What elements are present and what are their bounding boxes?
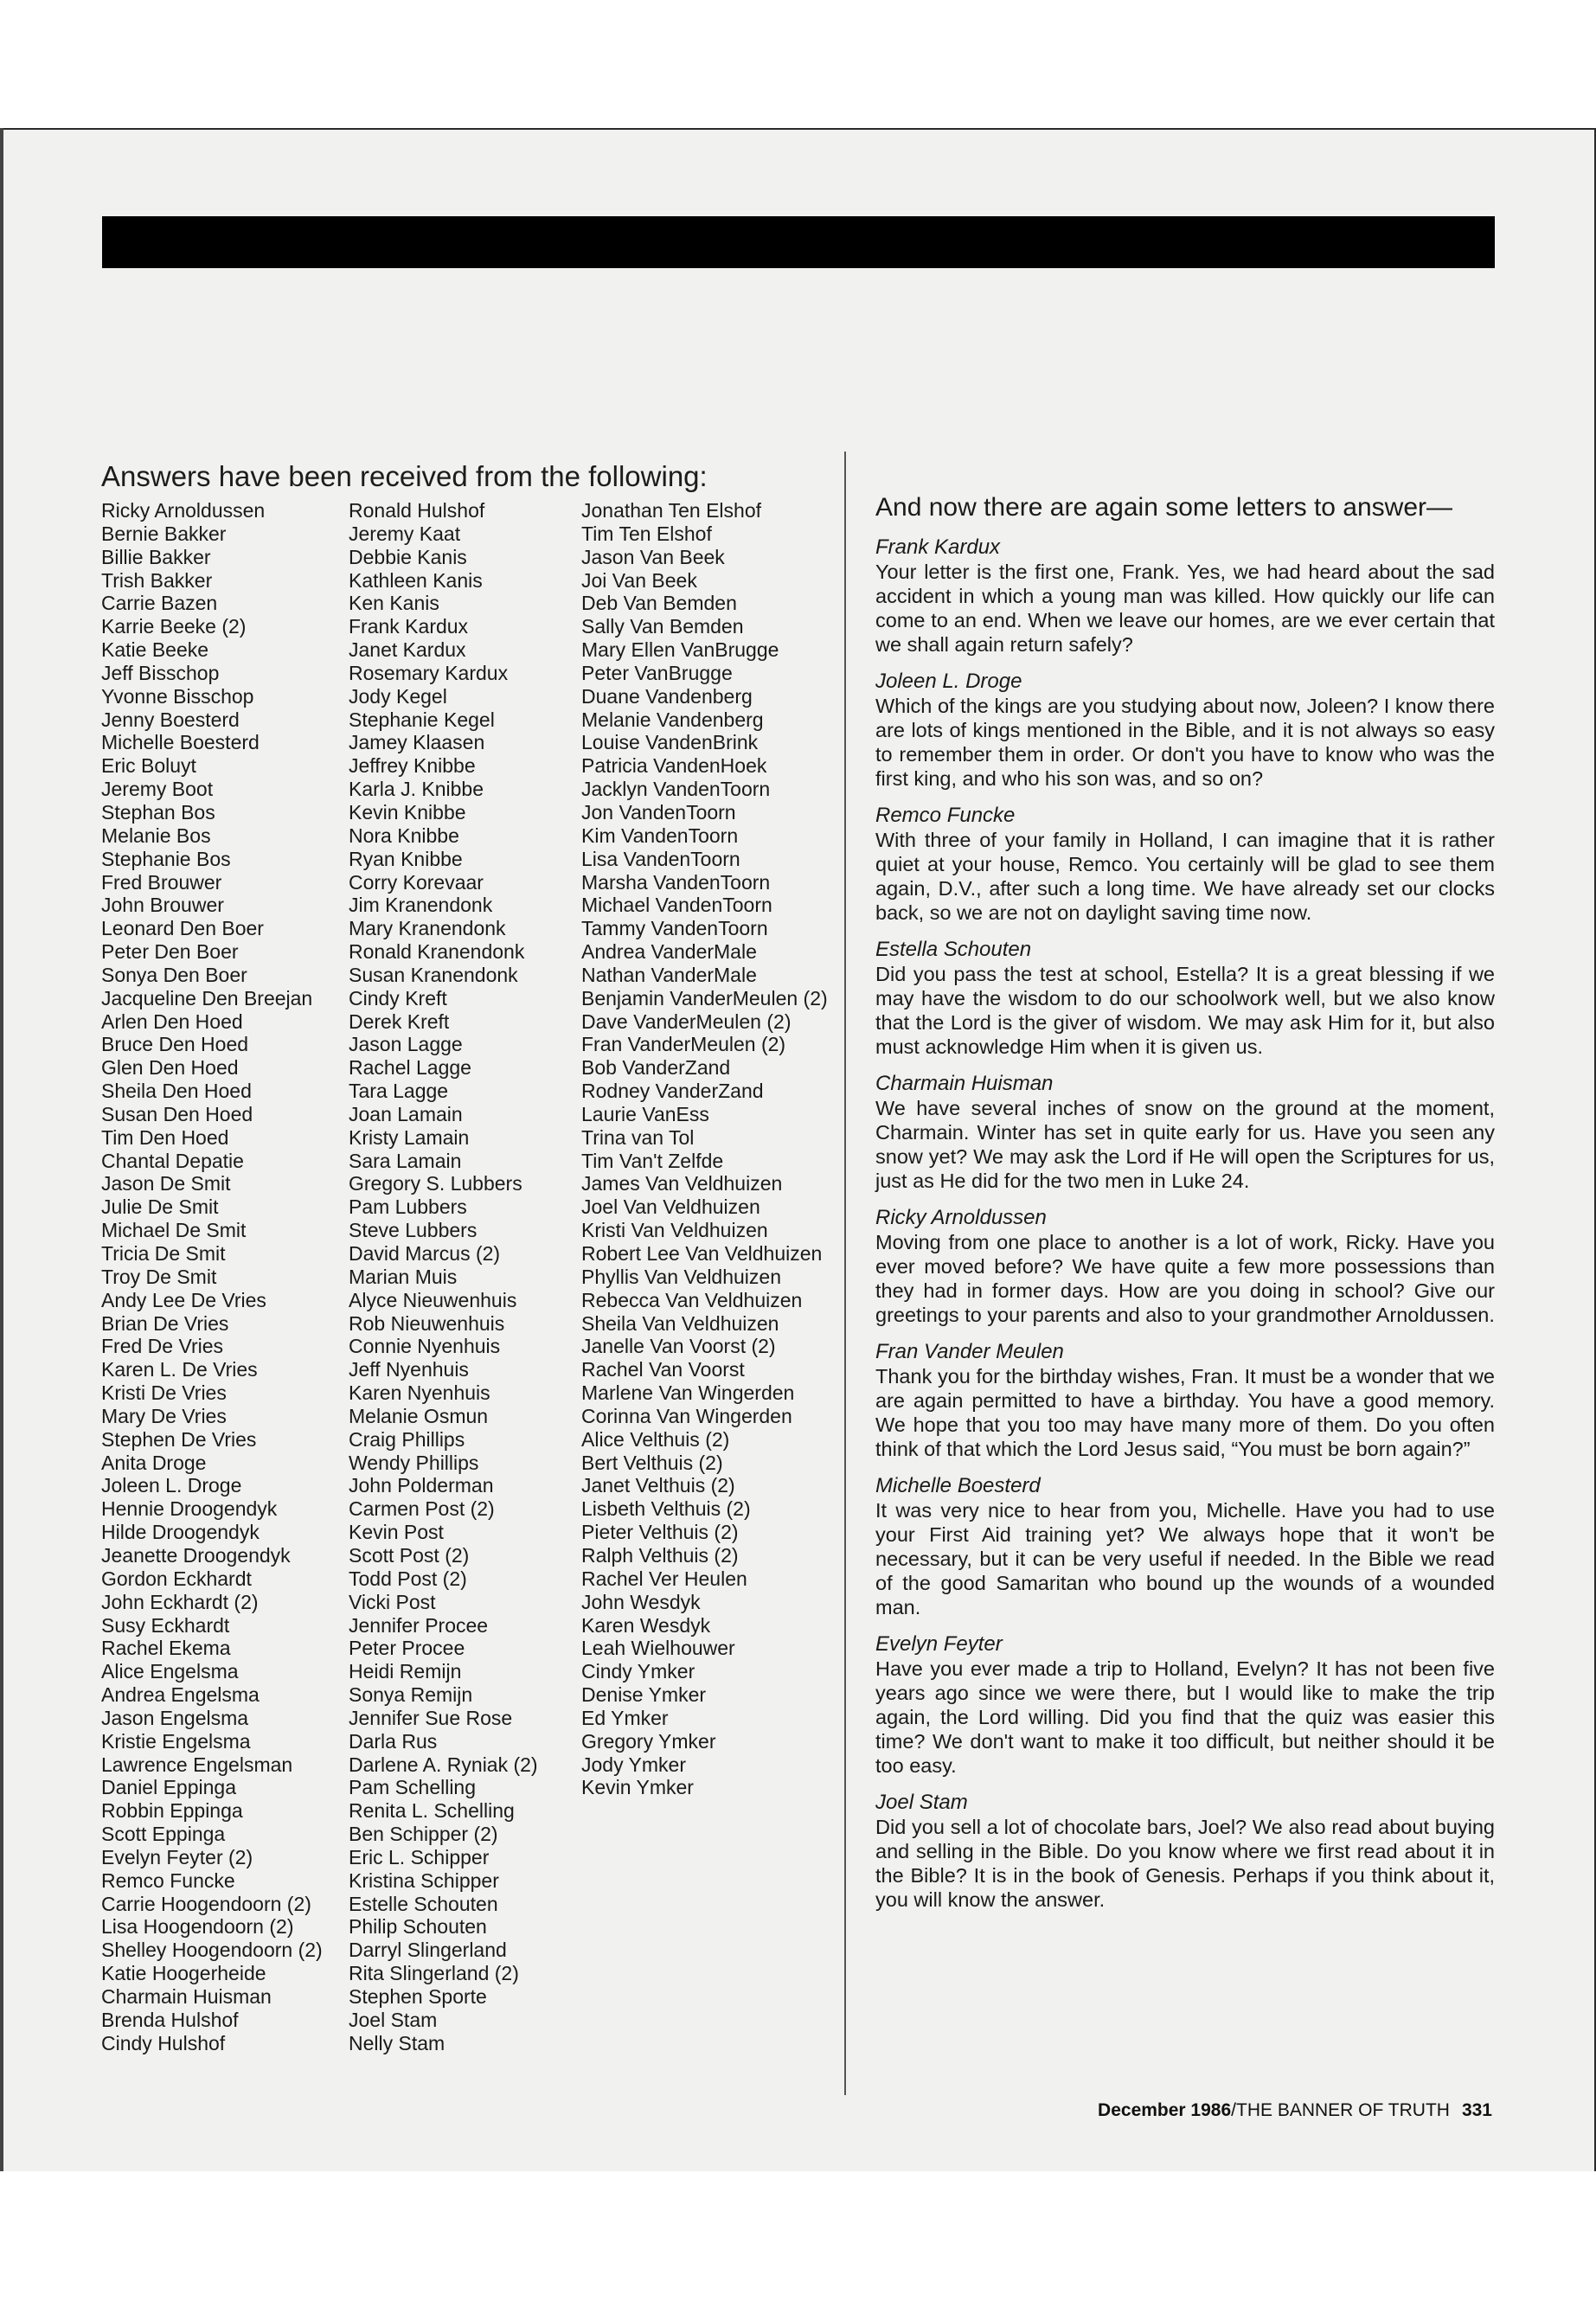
respondent-name: Troy De Smit	[101, 1265, 217, 1288]
respondent-name: Ronald Kranendonk	[349, 940, 525, 964]
respondent-name: Bruce Den Hoed	[101, 1033, 249, 1056]
respondent-name: Jennifer Procee	[349, 1613, 489, 1637]
respondent-name: Pieter Velthuis (2)	[581, 1521, 739, 1544]
respondent-name: Ken Kanis	[349, 592, 439, 615]
respondent-name: John Polderman	[349, 1474, 494, 1497]
respondent-name: Debbie Kanis	[349, 545, 467, 568]
respondent-name: Darlene A. Ryniak (2)	[349, 1753, 538, 1776]
names-column-2	[349, 499, 538, 2055]
letter-body: Did you sell a lot of chocolate bars, Joel? We also read about buying and selling in the Bible. Do you know where we first read about it in the Bible? It is in the book of Genesis. Perhaps if you think about it, you will know the answer.	[875, 1816, 1495, 1911]
respondent-name: Scott Post (2)	[349, 1543, 470, 1567]
respondent-name: Jeremy Kaat	[349, 522, 461, 545]
respondent-name: Jim Kranendonk	[349, 894, 493, 917]
letter-body: Which of the kings are you studying about now, Joleen? I know there are lots of kings mentioned in the Bible, and it is not always so easy to remember them in order. Or don't you have to know who was the first king, and who his son was, and so on?	[875, 695, 1495, 790]
respondent-name: Sonya Remijn	[349, 1683, 473, 1707]
respondent-name: Melanie Vandenberg	[581, 708, 764, 731]
respondent-name: Joi Van Beek	[581, 568, 697, 592]
column-divider	[844, 452, 846, 2095]
respondent-name: Pam Schelling	[349, 1776, 477, 1799]
respondent-name: Peter Den Boer	[101, 940, 239, 964]
respondent-name: Renita L. Schelling	[349, 1799, 515, 1823]
respondent-name: Jeff Nyenhuis	[349, 1358, 469, 1381]
respondent-name: Tim Van't Zelfde	[581, 1149, 724, 1172]
respondent-name: Kevin Ymker	[581, 1776, 694, 1799]
respondent-name: Robert Lee Van Veldhuizen	[581, 1242, 823, 1265]
respondent-name: Tricia De Smit	[101, 1242, 226, 1265]
respondent-name: Rebecca Van Veldhuizen	[581, 1288, 803, 1311]
respondent-name: Hilde Droogendyk	[101, 1521, 260, 1544]
respondent-name: Alice Velthuis (2)	[581, 1427, 730, 1451]
letter-entry	[875, 1632, 1495, 1778]
respondent-name: Karla J. Knibbe	[349, 778, 484, 801]
respondent-name: Stephanie Kegel	[349, 708, 495, 731]
respondent-name: Kristina Schipper	[349, 1868, 499, 1892]
respondent-name: Susy Eckhardt	[101, 1613, 230, 1637]
respondent-name: Arlen Den Hoed	[101, 1009, 243, 1033]
respondent-name: Tim Den Hoed	[101, 1125, 229, 1149]
respondent-name: Darryl Slingerland	[349, 1939, 507, 1962]
respondent-name: Joel Van Veldhuizen	[581, 1195, 760, 1219]
respondent-name: Rodney VanderZand	[581, 1080, 764, 1103]
page-edge-top	[0, 128, 1596, 130]
respondent-name: Stephan Bos	[101, 800, 215, 824]
respondent-name: Jonathan Ten Elshof	[581, 499, 762, 522]
respondent-name: Fred Brouwer	[101, 870, 222, 894]
respondent-name: Jamey Klaasen	[349, 731, 485, 754]
respondent-name: Andy Lee De Vries	[101, 1288, 266, 1311]
respondent-name: Jeremy Boot	[101, 778, 214, 801]
respondent-name: Tim Ten Elshof	[581, 522, 712, 545]
respondent-name: Julie De Smit	[101, 1195, 219, 1219]
respondent-name: James Van Veldhuizen	[581, 1172, 783, 1195]
respondent-name: Derek Kreft	[349, 1009, 450, 1033]
respondent-name: Sara Lamain	[349, 1149, 462, 1172]
respondent-name: Cindy Kreft	[349, 986, 447, 1009]
respondent-name: Kristi Van Veldhuizen	[581, 1219, 768, 1242]
respondent-name: Lawrence Engelsman	[101, 1753, 293, 1776]
respondent-name: Tammy VandenToorn	[581, 917, 768, 940]
letter-body: Have you ever made a trip to Holland, Evelyn? It has not been five years ago since we were there, but I would like to make the trip again, the Lord willing. Did you find that the quiz was easier this time? We don't want to make it too difficult, but neither should it be too easy.	[875, 1657, 1495, 1777]
respondent-name: Denise Ymker	[581, 1683, 707, 1707]
letter-recipient: Charmain Huisman	[875, 1072, 1054, 1095]
letter-entry	[875, 1791, 1495, 1912]
respondent-name: Nelly Stam	[349, 2031, 445, 2054]
respondent-name: Katie Hoogerheide	[101, 1962, 266, 1985]
respondent-name: Marsha VandenToorn	[581, 870, 771, 894]
respondent-name: Sonya Den Boer	[101, 963, 247, 986]
letter-recipient: Michelle Boesterd	[875, 1474, 1041, 1497]
respondent-name: John Brouwer	[101, 894, 224, 917]
respondent-name: Billie Bakker	[101, 545, 211, 568]
respondent-name: Steve Lubbers	[349, 1219, 478, 1242]
letter-recipient: Evelyn Feyter	[875, 1632, 1003, 1656]
respondent-name: Darla Rus	[349, 1729, 438, 1753]
footer-date: December 1986	[1098, 2100, 1232, 2120]
respondent-name: Andrea VanderMale	[581, 940, 757, 964]
respondent-name: Marian Muis	[349, 1265, 458, 1288]
letter-entry	[875, 1206, 1495, 1327]
respondent-name: Estelle Schouten	[349, 1892, 498, 1915]
respondent-name: Andrea Engelsma	[101, 1683, 260, 1707]
respondent-name: Fran VanderMeulen (2)	[581, 1033, 786, 1056]
respondent-name: Chantal Depatie	[101, 1149, 244, 1172]
respondent-name: Karen L. De Vries	[101, 1358, 258, 1381]
letter-body: Did you pass the test at school, Estella? It is a great blessing if we may have the wisdom to do our schoolwork well, but we also know that the Lord is the giver of wisdom. We may ask Him for it, but also must acknowledge Him when it is given us.	[875, 963, 1495, 1058]
respondent-name: Jody Kegel	[349, 684, 447, 708]
respondent-name: Mary Ellen VanBrugge	[581, 638, 779, 662]
respondent-name: Mary De Vries	[101, 1404, 227, 1427]
respondent-name: Joleen L. Droge	[101, 1474, 242, 1497]
respondent-name: Carmen Post (2)	[349, 1497, 495, 1521]
respondent-name: Alice Engelsma	[101, 1660, 239, 1683]
respondent-name: Dave VanderMeulen (2)	[581, 1009, 792, 1033]
letter-body: It was very nice to hear from you, Michelle. Have you had to use your First Aid training yet? We always hope that it won't be necessary, but it can be very useful if needed. In the Bible we read of the good Samaritan who bound up the wounds of a wounded man.	[875, 1499, 1495, 1618]
respondent-name: Jody Ymker	[581, 1753, 687, 1776]
respondent-name: Pam Lubbers	[349, 1195, 467, 1219]
letters-intro: And now there are again some letters to answer—	[875, 493, 1453, 522]
respondent-name: Cindy Ymker	[581, 1660, 695, 1683]
respondent-name: Connie Nyenhuis	[349, 1335, 501, 1358]
respondent-name: Nathan VanderMale	[581, 963, 757, 986]
names-column-1	[101, 499, 323, 2055]
respondent-name: Daniel Eppinga	[101, 1776, 237, 1799]
respondent-name: Eric L. Schipper	[349, 1845, 490, 1868]
respondent-name: Lisa VandenToorn	[581, 847, 740, 870]
respondent-name: Lisbeth Velthuis (2)	[581, 1497, 751, 1521]
respondent-name: Philip Schouten	[349, 1915, 487, 1939]
respondent-name: Charmain Huisman	[101, 1985, 272, 2008]
letters-section	[875, 490, 1495, 1925]
respondent-name: Carrie Bazen	[101, 592, 218, 615]
respondent-name: Mary Kranendonk	[349, 917, 506, 940]
letter-recipient: Joel Stam	[875, 1791, 968, 1814]
respondent-name: Phyllis Van Veldhuizen	[581, 1265, 781, 1288]
page-edge-left	[0, 128, 3, 2171]
respondent-name: Eric Boluyt	[101, 754, 196, 778]
respondent-name: Rachel Van Voorst	[581, 1358, 745, 1381]
respondent-name: Shelley Hoogendoorn (2)	[101, 1939, 323, 1962]
names-column-3	[581, 499, 828, 1799]
respondent-name: Ronald Hulshof	[349, 499, 485, 522]
respondent-name: Janelle Van Voorst (2)	[581, 1335, 776, 1358]
letter-recipient: Fran Vander Meulen	[875, 1340, 1064, 1363]
respondent-name: Gordon Eckhardt	[101, 1567, 252, 1590]
respondent-name: Robbin Eppinga	[101, 1799, 243, 1823]
respondent-name: Jason Van Beek	[581, 545, 725, 568]
respondent-name: John Wesdyk	[581, 1590, 701, 1613]
respondent-name: Joan Lamain	[349, 1102, 463, 1125]
respondent-name: Craig Phillips	[349, 1427, 465, 1451]
respondent-name: Susan Kranendonk	[349, 963, 518, 986]
respondent-name: Michael De Smit	[101, 1219, 247, 1242]
letter-entry	[875, 1340, 1495, 1461]
letter-recipient: Ricky Arnoldussen	[875, 1206, 1047, 1229]
respondent-name: Michael VandenToorn	[581, 894, 772, 917]
respondent-name: Frank Kardux	[349, 615, 469, 638]
respondent-name: Trish Bakker	[101, 568, 213, 592]
respondent-name: Duane Vandenberg	[581, 684, 753, 708]
respondent-name: Peter VanBrugge	[581, 661, 733, 684]
letter-entry	[875, 938, 1495, 1059]
respondent-name: Jeff Bisschop	[101, 661, 220, 684]
respondent-name: Janet Velthuis (2)	[581, 1474, 735, 1497]
respondent-name: Stephanie Bos	[101, 847, 231, 870]
respondent-name: Cindy Hulshof	[101, 2031, 226, 2054]
respondent-name: Leonard Den Boer	[101, 917, 264, 940]
respondent-name: Jason De Smit	[101, 1172, 231, 1195]
respondent-name: Jon VandenToorn	[581, 800, 736, 824]
respondent-name: Jacqueline Den Breejan	[101, 986, 313, 1009]
page-footer	[1098, 2100, 1492, 2121]
respondent-name: Kevin Post	[349, 1521, 444, 1544]
letters-list	[875, 535, 1495, 1912]
footer-publication: /THE BANNER OF TRUTH	[1231, 2100, 1450, 2120]
letter-body: With three of your family in Holland, I can imagine that it is rather quiet at your house, Remco. You certainly will be glad to see them again, D.V., after such a long time. We have already set our clocks back, so we are not on daylight saving time now.	[875, 829, 1495, 924]
letter-body: Moving from one place to another is a lot of work, Ricky. Have you ever moved before? We have quite a few more possessions than they had in former days. How are you doing in school? Give our greetings to your parents and also to your grandmother Arnoldussen.	[875, 1231, 1495, 1326]
respondent-name: Janet Kardux	[349, 638, 466, 662]
respondent-name: Deb Van Bemden	[581, 592, 737, 615]
letter-entry	[875, 1072, 1495, 1193]
respondent-name: Rosemary Kardux	[349, 661, 509, 684]
respondent-name: Kristie Engelsma	[101, 1729, 251, 1753]
respondent-name: Laurie VanEss	[581, 1102, 709, 1125]
respondent-name: Rachel Lagge	[349, 1056, 471, 1080]
respondent-name: Jason Lagge	[349, 1033, 463, 1056]
respondent-name: Sally Van Bemden	[581, 615, 744, 638]
respondent-name: Michelle Boesterd	[101, 731, 260, 754]
respondent-name: Kevin Knibbe	[349, 800, 466, 824]
header-black-bar	[102, 216, 1495, 268]
respondent-name: Peter Procee	[349, 1637, 465, 1660]
respondent-name: Rachel Ekema	[101, 1637, 231, 1660]
respondent-name: Kathleen Kanis	[349, 568, 483, 592]
respondent-name: Wendy Phillips	[349, 1451, 479, 1474]
respondent-name: Ralph Velthuis (2)	[581, 1543, 739, 1567]
answers-heading: Answers have been received from the following:	[101, 460, 708, 492]
letter-entry	[875, 670, 1495, 791]
respondent-name: Patricia VandenHoek	[581, 754, 767, 778]
respondent-name: Fred De Vries	[101, 1335, 224, 1358]
respondent-name: John Eckhardt (2)	[101, 1590, 259, 1613]
respondent-name: David Marcus (2)	[349, 1242, 501, 1265]
respondent-name: Stephen Sporte	[349, 1985, 487, 2008]
respondent-name: Nora Knibbe	[349, 824, 459, 847]
respondent-name: Bernie Bakker	[101, 522, 227, 545]
footer-page-number: 331	[1461, 2100, 1492, 2120]
letter-recipient: Joleen L. Droge	[875, 670, 1022, 693]
letter-entry	[875, 535, 1495, 657]
respondent-name: Leah Wielhouwer	[581, 1637, 735, 1660]
respondent-name: Katie Beeke	[101, 638, 209, 662]
respondent-name: Jacklyn VandenToorn	[581, 778, 771, 801]
respondent-name: Carrie Hoogendoorn (2)	[101, 1892, 311, 1915]
respondent-name: Louise VandenBrink	[581, 731, 759, 754]
respondent-name: Vicki Post	[349, 1590, 436, 1613]
respondent-name: Jason Engelsma	[101, 1706, 249, 1729]
respondent-name: Rita Slingerland (2)	[349, 1962, 519, 1985]
respondent-name: Joel Stam	[349, 2008, 438, 2031]
respondent-name: Heidi Remijn	[349, 1660, 462, 1683]
respondent-name: Glen Den Hoed	[101, 1056, 239, 1080]
respondent-name: Alyce Nieuwenhuis	[349, 1288, 517, 1311]
letter-body: We have several inches of snow on the ground at the moment, Charmain. Winter has set in quite early for us. Have you seen any snow yet? We may ask the Lord if He will open the Scriptures for us, just as He did for the two men in Luke 24.	[875, 1097, 1495, 1192]
respondent-name: Benjamin VanderMeulen (2)	[581, 986, 828, 1009]
respondent-name: Marlene Van Wingerden	[581, 1381, 795, 1405]
respondent-name: Karrie Beeke (2)	[101, 615, 247, 638]
respondent-name: Evelyn Feyter (2)	[101, 1845, 253, 1868]
respondent-name: Lisa Hoogendoorn (2)	[101, 1915, 294, 1939]
respondent-name: Anita Droge	[101, 1451, 207, 1474]
respondent-name: Susan Den Hoed	[101, 1102, 253, 1125]
respondent-name: Brenda Hulshof	[101, 2008, 239, 2031]
respondent-name: Corinna Van Wingerden	[581, 1404, 792, 1427]
respondent-name: Hennie Droogendyk	[101, 1497, 278, 1521]
respondent-name: Jenny Boesterd	[101, 708, 240, 731]
respondent-name: Gregory Ymker	[581, 1729, 716, 1753]
respondent-name: Ed Ymker	[581, 1706, 669, 1729]
respondent-name: Sheila Van Veldhuizen	[581, 1311, 779, 1335]
respondent-name: Todd Post (2)	[349, 1567, 467, 1590]
letter-recipient: Remco Funcke	[875, 804, 1016, 827]
respondent-name: Kim VandenToorn	[581, 824, 739, 847]
respondent-name: Bert Velthuis (2)	[581, 1451, 723, 1474]
respondent-name: Ryan Knibbe	[349, 847, 463, 870]
respondent-name: Bob VanderZand	[581, 1056, 731, 1080]
letter-entry	[875, 1474, 1495, 1619]
letter-body: Your letter is the first one, Frank. Yes, we had heard about the sad accident in which a young man was killed. How quickly our life can come to an end. When we leave our homes, are we ever certain that we shall again return safely?	[875, 561, 1495, 656]
letter-recipient: Frank Kardux	[875, 535, 1001, 559]
respondent-name: Trina van Tol	[581, 1125, 695, 1149]
respondent-name: Scott Eppinga	[101, 1823, 226, 1846]
respondent-name: Ben Schipper (2)	[349, 1823, 498, 1846]
respondent-name: Yvonne Bisschop	[101, 684, 254, 708]
respondent-name: Remco Funcke	[101, 1868, 235, 1892]
respondent-name: Melanie Osmun	[349, 1404, 489, 1427]
letter-body: Thank you for the birthday wishes, Fran. It must be a wonder that we are again permitted to have a birthday. You have a good memory. We hope that you too may have many more of them. Do you often think of that which the Lord Jesus said, “You must be born again?”	[875, 1365, 1495, 1460]
respondent-name: Karen Wesdyk	[581, 1613, 711, 1637]
respondent-name: Ricky Arnoldussen	[101, 499, 266, 522]
respondent-name: Jeanette Droogendyk	[101, 1543, 291, 1567]
respondent-name: Tara Lagge	[349, 1080, 449, 1103]
respondent-name: Karen Nyenhuis	[349, 1381, 490, 1405]
respondent-name: Jeffrey Knibbe	[349, 754, 476, 778]
respondent-name: Sheila Den Hoed	[101, 1080, 252, 1103]
letter-recipient: Estella Schouten	[875, 938, 1032, 961]
respondent-name: Corry Korevaar	[349, 870, 484, 894]
respondent-name: Jennifer Sue Rose	[349, 1706, 513, 1729]
letter-entry	[875, 804, 1495, 925]
respondent-name: Brian De Vries	[101, 1311, 229, 1335]
respondent-name: Kristy Lamain	[349, 1125, 470, 1149]
respondent-name: Rob Nieuwenhuis	[349, 1311, 505, 1335]
respondent-name: Kristi De Vries	[101, 1381, 227, 1405]
respondent-name: Gregory S. Lubbers	[349, 1172, 522, 1195]
respondent-name: Melanie Bos	[101, 824, 211, 847]
respondent-name: Stephen De Vries	[101, 1427, 257, 1451]
respondent-name: Rachel Ver Heulen	[581, 1567, 747, 1590]
